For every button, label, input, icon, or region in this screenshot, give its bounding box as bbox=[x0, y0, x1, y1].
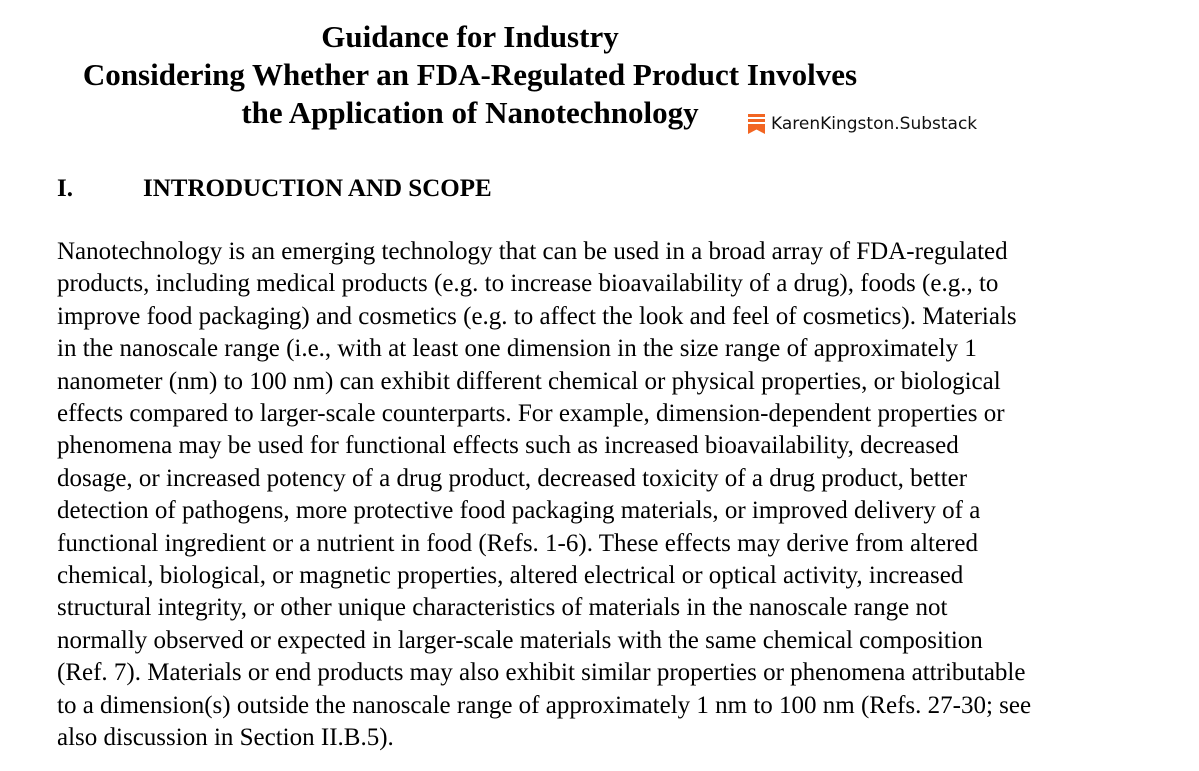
section-number: I. bbox=[57, 175, 73, 202]
body-line: effects compared to larger-scale counterparts. For example, dimension-dependent properties or bbox=[57, 400, 1005, 428]
section-heading bbox=[57, 173, 492, 205]
section-title: INTRODUCTION AND SCOPE bbox=[143, 175, 492, 202]
body-line: normally observed or expected in larger-scale materials with the same chemical composition bbox=[57, 626, 983, 654]
body-line: also discussion in Section II.B.5). bbox=[57, 724, 394, 752]
body-line: products, including medical products (e.g. to increase bioavailability of a drug), foods (e.g., to bbox=[57, 270, 999, 298]
body-line: dosage, or increased potency of a drug product, decreased toxicity of a drug product, better bbox=[57, 464, 968, 492]
title-line-2: Considering Whether an FDA-Regulated Product Involves bbox=[82, 57, 858, 92]
body-line: (Ref. 7). Materials or end products may also exhibit similar properties or phenomena attributable bbox=[57, 659, 1026, 687]
body-line: detection of pathogens, more protective food packaging materials, or improved delivery of a bbox=[57, 497, 981, 525]
body-line: to a dimension(s) outside the nanoscale range of approximately 1 nm to 100 nm (Refs. 27-30; see bbox=[57, 691, 1032, 719]
title-line-3: the Application of Nanotechnology bbox=[241, 95, 699, 130]
substack-watermark bbox=[748, 114, 977, 134]
body-line: phenomena may be used for functional effects such as increased bioavailability, decreased bbox=[57, 432, 959, 460]
body-line: structural integrity, or other unique characteristics of materials in the nanoscale range not bbox=[57, 594, 948, 622]
body-line: functional ingredient or a nutrient in food (Refs. 1-6). These effects may derive from altered bbox=[57, 529, 978, 557]
body-line: Nanotechnology is an emerging technology that can be used in a broad array of FDA-regulated bbox=[57, 238, 1008, 265]
body-line: nanometer (nm) to 100 nm) can exhibit different chemical or physical properties, or biological bbox=[57, 367, 1001, 395]
title-line-1: Guidance for Industry bbox=[321, 19, 619, 54]
body-line: in the nanoscale range (i.e., with at least one dimension in the size range of approximately 1 bbox=[57, 335, 977, 363]
watermark-text: KarenKingston.Substack bbox=[771, 114, 978, 134]
body-line: chemical, biological, or magnetic properties, altered electrical or optical activity, increased bbox=[57, 562, 964, 590]
substack-icon bbox=[748, 114, 765, 134]
body-line: improve food packaging) and cosmetics (e.g. to affect the look and feel of cosmetics). Materials bbox=[57, 302, 1017, 330]
body-paragraph bbox=[57, 236, 1187, 755]
